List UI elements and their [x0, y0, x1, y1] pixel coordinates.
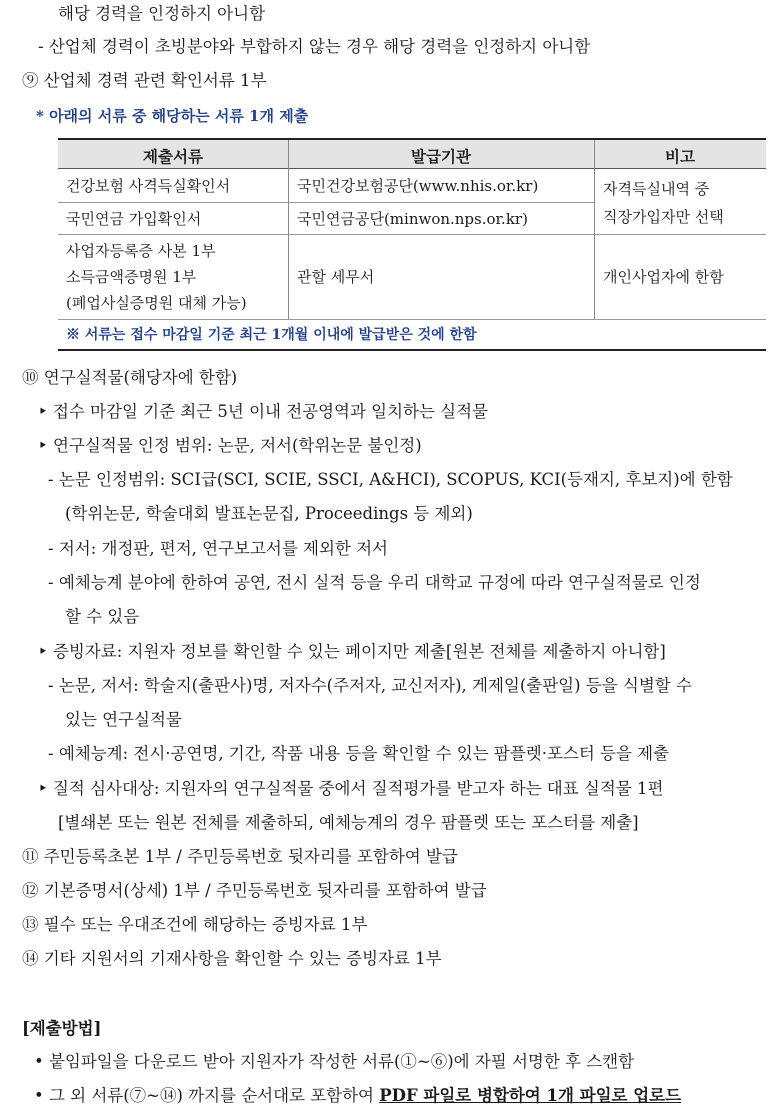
table-cell: (폐업사실증명원 대체 가능)	[66, 294, 247, 312]
text-line: - 예체능계 분야에 한하여 공연, 전시 실적 등을 우리 대학교 규정에 따라 연구실적물로 인정	[48, 573, 701, 592]
method-item-text: • 그 외 서류(⑦~⑭) 까지를 순서대로 포함하여	[34, 1086, 380, 1105]
text-line: 할 수 있음	[65, 607, 140, 626]
text-line: (학위논문, 학술대회 발표논문집, Proceedings 등 제외)	[65, 504, 473, 523]
text-line: ‣ 증빙자료: 지원자 정보를 확인할 수 있는 페이지만 제출[원본 전체를 제출하지 아니함]	[38, 642, 666, 661]
table-cell: 국민연금공단(minwon.nps.or.kr)	[297, 210, 528, 228]
table-cell: 관할 세무서	[297, 268, 375, 286]
method-item-emphasis: PDF 파일로 병합하여 1개 파일로 업로드	[379, 1086, 682, 1105]
table-cell: 개인사업자에 한함	[603, 268, 724, 286]
text-line: ‣ 연구실적물 인정 범위: 논문, 저서(학위논문 불인정)	[38, 436, 422, 455]
method-item: • 붙임파일을 다운로드 받아 지원자가 작성한 서류(①~⑥)에 자필 서명한 후 스캔함	[34, 1052, 635, 1071]
text-line: ‣ 질적 심사대상: 지원자의 연구실적물 중에서 질적평가를 받고자 하는 대표 실적물 1편	[38, 779, 664, 798]
table-cell: 국민건강보험공단(www.nhis.or.kr)	[297, 177, 539, 195]
table-header-documents: 제출서류	[143, 147, 203, 166]
table-cell: 국민연금 가입확인서	[66, 210, 202, 228]
item-12: ⑫ 기본증명서(상세) 1부 / 주민등록번호 뒷자리를 포함하여 발급	[22, 881, 487, 900]
text-line: - 예체능계: 전시·공연명, 기간, 작품 내용 등을 확인할 수 있는 팜플렛·포스터 등을 제출	[48, 744, 670, 763]
table-header-issuer: 발급기관	[411, 147, 471, 166]
documents-table	[58, 138, 766, 352]
submission-method-title: [제출방법]	[22, 1019, 102, 1038]
table-instruction: * 아래의 서류 중 해당하는 서류 1개 제출	[36, 107, 309, 125]
text-line: 해당 경력을 인정하지 아니함	[58, 4, 266, 23]
text-line: - 논문 인정범위: SCI급(SCI, SCIE, SSCI, A&HCI), SCOPUS, KCI(등재지, 후보지)에 한함	[48, 470, 733, 489]
text-line: [별쇄본 또는 원본 전체를 제출하되, 예체능계의 경우 팜플렛 또는 포스터를 제출]	[58, 813, 639, 832]
text-line: - 논문, 저서: 학술지(출판사)명, 저자수(주저자, 교신저자), 게제일(출판일) 등을 식별할 수	[48, 676, 692, 695]
table-cell: 직장가입자만 선택	[603, 208, 724, 226]
table-cell: 사업자등록증 사본 1부	[66, 242, 216, 260]
text-line: 있는 연구실적물	[65, 710, 182, 729]
table-row	[58, 235, 766, 319]
method-item	[34, 1086, 681, 1106]
item-13: ⑬ 필수 또는 우대조건에 해당하는 증빙자료 1부	[22, 915, 368, 934]
item-14: ⑭ 기타 지원서의 기재사항을 확인할 수 있는 증빙자료 1부	[22, 949, 442, 968]
text-line: - 산업체 경력이 초빙분야와 부합하지 않는 경우 해당 경력을 인정하지 아니함	[38, 37, 591, 56]
table-header-remarks: 비고	[665, 147, 695, 166]
table-cell: 건강보험 사격득실확인서	[66, 177, 231, 195]
item-11: ⑪ 주민등록초본 1부 / 주민등록번호 뒷자리를 포함하여 발급	[22, 847, 458, 866]
text-line: ‣ 접수 마감일 기준 최근 5년 이내 전공영역과 일치하는 실적물	[38, 402, 488, 421]
item-10-heading: ⑩ 연구실적물(해당자에 한함)	[22, 368, 238, 387]
text-line: - 저서: 개정판, 편저, 연구보고서를 제외한 저서	[48, 539, 388, 558]
item-9-heading: ⑨ 산업체 경력 관련 확인서류 1부	[22, 71, 267, 90]
table-cell: 소득금액증명원 1부	[66, 268, 197, 286]
table-cell: 자격득실내역 중	[603, 180, 710, 198]
table-note: ※ 서류는 접수 마감일 기준 최근 1개월 이내에 발급받은 것에 한함	[66, 327, 477, 343]
table-note-row	[58, 319, 766, 349]
